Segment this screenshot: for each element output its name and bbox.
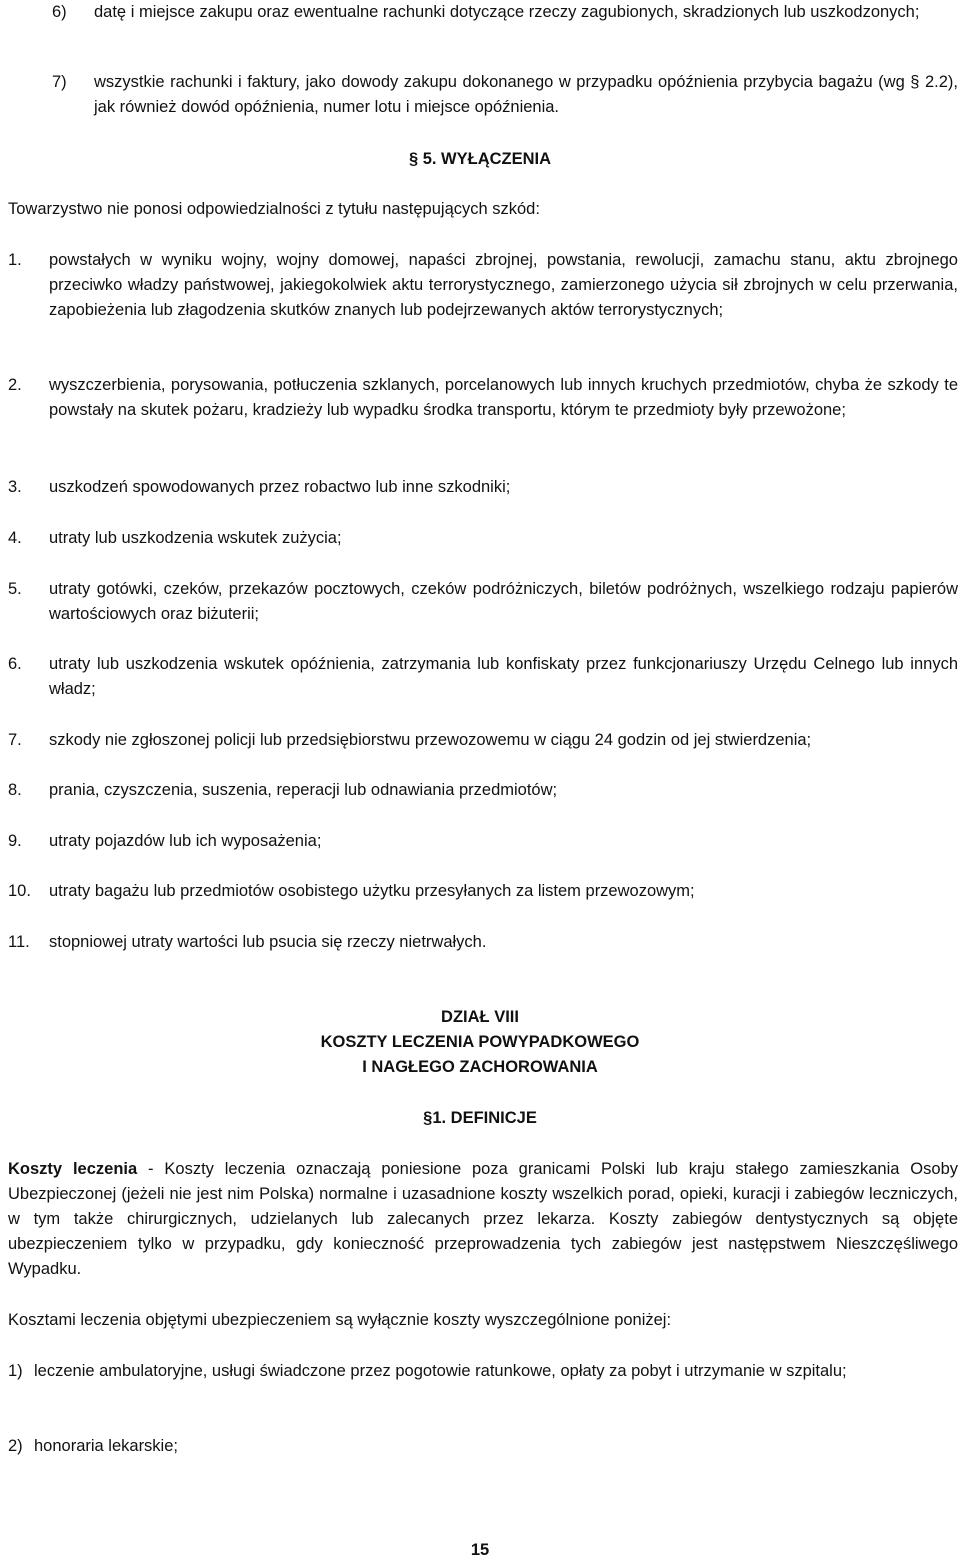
- list-item-number: 7.: [8, 731, 22, 749]
- list-item-text: utraty lub uszkodzenia wskutek zużycia;: [49, 529, 342, 547]
- page-number: 15: [470, 1541, 490, 1559]
- definition-term: Koszty leczenia: [8, 1160, 138, 1178]
- list-item: [52, 0, 958, 25]
- list-item: [8, 373, 958, 423]
- list-item-text: powstałych w wyniku wojny, wojny domowej, napaści zbrojnej, powstania, rewolucji, zamachu stanu, aktu zbrojnego przeciwko władzy państwowej, jakiegokolwiek aktu terrorystycznego, zamierzonego użycia sił zbrojnych w celu przerwania, zapobieżenia lub złagodzenia skutków znanych lub podejrzewanych aktów terrorystycznych;: [49, 251, 958, 319]
- list-item-text: utraty pojazdów lub ich wyposażenia;: [49, 832, 322, 850]
- exclusions-intro: Towarzystwo nie ponosi odpowiedzialności z tytułu następujących szkód:: [8, 200, 540, 218]
- list-item-text: stopniowej utraty wartości lub psucia się rzeczy nietrwałych.: [49, 933, 487, 951]
- section-heading-definitions: §1. DEFINICJE: [423, 1109, 537, 1127]
- list-item: [8, 728, 958, 753]
- list-item: [8, 577, 958, 627]
- list-item-number: 8.: [8, 781, 22, 799]
- list-item-text: uszkodzeń spowodowanych przez robactwo lub inne szkodniki;: [49, 478, 511, 496]
- division-subtitle: KOSZTY LECZENIA POWYPADKOWEGO: [320, 1033, 640, 1051]
- definition-text: - Koszty leczenia oznaczają poniesione poza granicami Polski lub kraju stałego zamieszkania Osoby Ubezpieczonej (jeżeli nie jest nim Polska) normalne i uzasadnione koszty wszelkich porad, opieki, kuracji i zabiegów leczniczych, w tym także chirurgicznych, udzielanych lub zalecanych przez lekarza. Koszty zabiegów dentystycznych są objęte ubezpieczeniem tylko w przypadku, gdy konieczność przeprowadzenia tych zabiegów jest następstwem Nieszczęśliwego Wypadku.: [8, 1160, 958, 1278]
- list-item-text: wszystkie rachunki i faktury, jako dowody zakupu dokonanego w przypadku opóźnienia przybycia bagażu (wg § 2.2), jak również dowód opóźnienia, numer lotu i miejsce opóźnienia.: [94, 73, 958, 116]
- list-item-text: utraty bagażu lub przedmiotów osobistego użytku przesyłanych za listem przewozowym;: [49, 882, 695, 900]
- list-item: [8, 248, 958, 323]
- list-item-number: 6): [52, 3, 67, 21]
- list-item-text: honoraria lekarskie;: [34, 1437, 178, 1455]
- list-item-number: 2): [8, 1437, 23, 1455]
- list-item: [8, 930, 958, 955]
- list-item-number: 7): [52, 73, 67, 91]
- list-item: [8, 1434, 958, 1459]
- list-item-number: 3.: [8, 478, 22, 496]
- list-item-number: 6.: [8, 655, 22, 673]
- list-item-text: wyszczerbienia, porysowania, potłuczenia szklanych, porcelanowych lub innych kruchych przedmiotów, chyba że szkody te powstały na skutek pożaru, kradzieży lub wypadku środka transportu, którym te przedmioty były przewożone;: [49, 376, 958, 419]
- list-item-text: utraty lub uszkodzenia wskutek opóźnienia, zatrzymania lub konfiskaty przez funkcjonariuszy Urzędu Celnego lub innych władz;: [49, 655, 958, 698]
- list-item: [52, 70, 958, 120]
- list-item-number: 1.: [8, 251, 22, 269]
- definition-paragraph: [8, 1157, 958, 1282]
- list-item-number: 10.: [8, 882, 31, 900]
- list-item: [8, 829, 958, 854]
- list-item: [8, 526, 958, 551]
- list-item-text: leczenie ambulatoryjne, usługi świadczone przez pogotowie ratunkowe, opłaty za pobyt i utrzymanie w szpitalu;: [34, 1362, 847, 1380]
- section-heading-exclusions: § 5. WYŁĄCZENIA: [408, 150, 552, 168]
- list-item: [8, 778, 958, 803]
- list-item-text: utraty gotówki, czeków, przekazów pocztowych, czeków podróżniczych, biletów podróżnych, wszelkiego rodzaju papierów wartościowych oraz biżuterii;: [49, 580, 958, 623]
- list-item-text: datę i miejsce zakupu oraz ewentualne rachunki dotyczące rzeczy zagubionych, skradzionych lub uszkodzonych;: [94, 3, 920, 21]
- list-item: [8, 879, 958, 904]
- list-item: [8, 475, 958, 500]
- division-title: DZIAŁ VIII: [441, 1008, 519, 1026]
- list-item-number: 5.: [8, 580, 22, 598]
- list-item-number: 9.: [8, 832, 22, 850]
- list-item-number: 1): [8, 1362, 23, 1380]
- list-item-number: 4.: [8, 529, 22, 547]
- list-item-number: 2.: [8, 376, 22, 394]
- list-item: [8, 1359, 958, 1384]
- list-item: [8, 652, 958, 702]
- list-item-text: prania, czyszczenia, suszenia, reperacji lub odnawiania przedmiotów;: [49, 781, 558, 799]
- costs-intro: Kosztami leczenia objętymi ubezpieczeniem są wyłącznie koszty wyszczególnione poniżej:: [8, 1311, 672, 1329]
- division-subtitle: I NAGŁEGO ZACHOROWANIA: [362, 1058, 598, 1076]
- list-item-text: szkody nie zgłoszonej policji lub przedsiębiorstwu przewozowemu w ciągu 24 godzin od jej stwierdzenia;: [49, 731, 812, 749]
- list-item-number: 11.: [8, 933, 30, 951]
